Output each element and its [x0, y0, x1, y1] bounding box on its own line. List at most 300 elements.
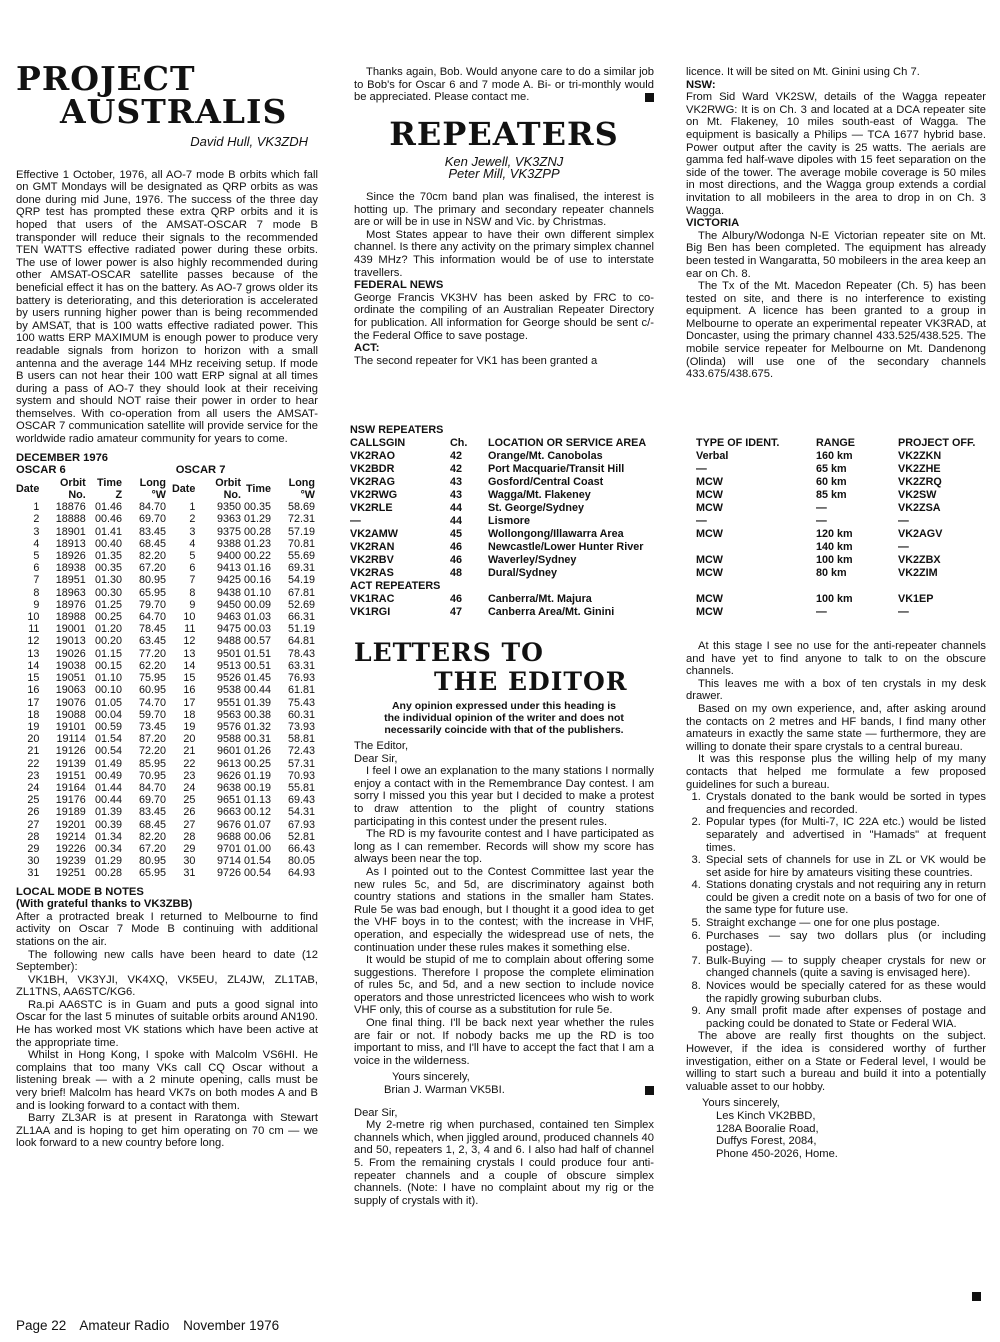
orbit-cell: 54.19	[287, 574, 315, 587]
orbit-cell: 23	[27, 769, 40, 782]
orbit-cell: 01.45	[244, 672, 272, 685]
orbit-cell: 65.95	[138, 867, 166, 880]
orbit-cell: 00.28	[95, 867, 123, 880]
letter1-signature-text: Brian J. Warman VK5BI.	[384, 1084, 505, 1097]
orbit-cell: 19026	[55, 647, 86, 660]
orbit-col-header: Date	[171, 482, 196, 495]
orbit-cell: 01.00	[244, 842, 272, 855]
repeater-cell: VK2ZKN	[898, 450, 942, 462]
repeater-cell: VK1EP	[898, 593, 934, 605]
repeater-row	[350, 541, 990, 554]
orbit-cell: 00.59	[95, 720, 123, 733]
repeater-cell	[696, 541, 816, 554]
repeater-cell: VK2ZSA	[898, 502, 941, 514]
orbit-col-header: Date	[16, 482, 40, 495]
repeater-cell: —	[350, 515, 361, 527]
nsw-heading: NSW:	[686, 78, 716, 91]
orbit-cell: 20	[183, 733, 196, 746]
salutation-dear-2: Dear Sir,	[354, 1106, 398, 1119]
orbit-row	[16, 635, 318, 647]
letter1-p2: The RD is my favourite contest and I have participated as long as I can remember. Records will show my score has always been near the top.	[354, 828, 654, 866]
repeater-cell: 46	[450, 554, 463, 566]
orbit-cell: 00.28	[244, 525, 272, 538]
repeaters-p6: The Albury/Wodonga N-E Victorian repeater site on Mt. Big Ben has been completed. The equipment has already been tested in Wangaratta, 50 mobileers in the area keep an ear on Ch. 8.	[686, 229, 986, 280]
orbit-row	[16, 819, 318, 831]
act-repeaters-heading: ACT REPEATERS	[350, 580, 441, 592]
orbit-cell: 66.31	[287, 611, 315, 624]
orbit-cell: 9688	[216, 830, 241, 843]
orbit-cell: 28	[27, 830, 40, 843]
orbit-cell: 75.43	[287, 696, 315, 709]
orbit-row	[16, 501, 318, 513]
repeater-row	[350, 502, 990, 515]
project-australis-column	[16, 59, 318, 1150]
orbit-cell: 3	[33, 525, 40, 538]
orbit-cell: 9726	[216, 867, 241, 880]
oscar7-label: OSCAR 7	[175, 464, 226, 477]
orbit-cell: 73.93	[287, 720, 315, 733]
repeater-cell: —	[696, 515, 707, 527]
orbit-cell: 01.13	[244, 794, 272, 807]
orbit-cell: 9613	[216, 757, 241, 770]
orbit-heading: DECEMBER 1976	[16, 451, 109, 464]
repeaters-p7: The Tx of the Mt. Macedon Repeater (Ch. 5) has been tested on site, and there is no interference to existing equipment. A licence has been granted to a group in Melbourne to operate an experimental repeater VK3RAD, at Doncaster, using the primary channel 433.525/438.525. The mobile service repeater for Melbourne on Mt. Dandenong (Olinda) will use one of the secondary channels 433.675/438.675.	[686, 280, 986, 381]
repeaters-byline-1: Ken Jewell, VK3ZNJ	[444, 153, 564, 169]
repeater-cell: VK2BDR	[350, 463, 395, 475]
repeater-cell: VK2RLE	[350, 502, 393, 514]
page-footer	[16, 1318, 289, 1333]
orbit-cell: 27	[183, 818, 196, 831]
orbit-cell: 60.31	[287, 708, 315, 721]
orbit-cell: 67.81	[287, 586, 315, 599]
orbit-cell: 52.81	[287, 830, 315, 843]
repeaters-c3a: licence. It will be sited on Mt. Ginini using Ch 7.	[686, 66, 920, 78]
orbit-cell: 24	[27, 781, 40, 794]
orbit-col-header: Orbit No.	[59, 476, 86, 502]
orbit-cell: 18901	[55, 525, 86, 538]
orbit-cell: 9651	[216, 794, 241, 807]
repeater-cell: —	[816, 606, 827, 618]
repeater-cell: VK2ZBX	[898, 554, 941, 566]
orbit-cell: 01.32	[244, 720, 272, 733]
orbit-row	[16, 721, 318, 733]
orbit-cell: 19226	[55, 842, 86, 855]
repeater-cell: 48	[450, 567, 463, 579]
orbit-cell: 69.70	[138, 794, 166, 807]
repeater-cell: Waverley/Sydney	[488, 554, 577, 566]
repeater-cell: VK1RAC	[350, 593, 395, 605]
orbit-cell: 19	[27, 720, 40, 733]
orbit-cell: 2	[33, 513, 40, 526]
repeater-cell: 44	[450, 502, 463, 514]
repeater-cell: VK2RWG	[350, 489, 398, 501]
repeater-cell: 80 km	[816, 567, 847, 579]
repeater-cell: Canberra Area/Mt. Ginini	[488, 606, 615, 618]
repeater-cell: —	[898, 606, 909, 618]
orbit-cell: 83.45	[138, 806, 166, 819]
letter1-p4: It would be stupid of me to complain about offering some suggestions. Therefore I propose the complete elimination of rules 5c, and 5d, and a new section to include novice operators and those unrestricted licencees who wish to work VHF only, this of course as a substitution for rule 5e.	[354, 954, 654, 1017]
orbit-row	[16, 574, 318, 586]
orbit-cell: 31	[183, 867, 196, 880]
repeater-cell: MCW	[696, 567, 723, 579]
orbit-row	[16, 758, 318, 770]
orbit-cell: 67.20	[138, 842, 166, 855]
guideline-item: 1. Crystals donated to the bank would be sorted in types and frequencies and recorded.	[704, 791, 986, 816]
orbit-row	[16, 806, 318, 818]
repeater-cell: 43	[450, 476, 463, 488]
orbit-cell: 01.23	[244, 537, 272, 550]
orbit-cell: 01.39	[244, 696, 272, 709]
guideline-item: 6. Purchases — say two dollars plus (or including postage).	[704, 930, 986, 955]
orbit-cell: 00.12	[244, 806, 272, 819]
victoria-heading: VICTORIA	[686, 217, 740, 230]
orbit-cell: 8	[33, 586, 40, 599]
repeater-table	[350, 424, 990, 619]
orbit-cell: 00.25	[95, 611, 123, 624]
orbit-cell: 7	[33, 574, 40, 587]
repeaters-column	[354, 66, 654, 367]
letter2-p1: My 2-metre rig when purchased, contained ten Simplex channels which, when jiggled around, produced channels 40 and 50, repeaters 1, 2, 3, 4 and 6. I also had half of channel 5. From the remaining crystals I could produce four anti-repeater channels and a couple of obscure simplex channels. (Note: I have no complaint about my rig or the supply of crystals with it).	[354, 1119, 654, 1207]
orbit-row	[16, 623, 318, 635]
orbit-cell: 2	[189, 513, 196, 526]
signature-line: Yours sincerely,	[702, 1097, 780, 1110]
orbit-cell: 85.95	[138, 757, 166, 770]
orbit-row	[16, 599, 318, 611]
repeater-cell: 85 km	[816, 489, 847, 501]
repeater-cell: MCW	[696, 502, 723, 514]
orbit-cell: 01.25	[95, 598, 123, 611]
orbit-cell: 01.46	[95, 501, 123, 514]
orbit-cell: 18938	[55, 562, 86, 575]
orbit-cell: 64.93	[287, 867, 315, 880]
orbit-cell: 00.46	[95, 513, 123, 526]
orbit-cell: 18951	[55, 574, 86, 587]
repeater-cell: 46	[450, 593, 463, 605]
orbit-cell: 18976	[55, 598, 86, 611]
repeater-cell: 47	[450, 606, 463, 618]
repeater-cell: —	[816, 502, 827, 514]
editor-note: Any opinion expressed under this heading is the individual opinion of the writer and does not necessarily coincide with that of the publishers.	[384, 700, 624, 736]
orbit-cell: 29	[27, 842, 40, 855]
repeater-cell: VK2SW	[898, 489, 937, 501]
orbit-cell: 20	[27, 733, 40, 746]
orbit-cell: 84.70	[138, 781, 166, 794]
orbit-cell: 01.26	[244, 745, 272, 758]
repeaters-column-continued	[686, 66, 986, 381]
orbit-row	[16, 782, 318, 794]
orbit-row	[16, 867, 318, 879]
orbit-cell: 00.51	[244, 659, 272, 672]
orbit-cell: 01.39	[95, 806, 123, 819]
end-mark-icon	[645, 1086, 654, 1095]
orbit-cell: 01.19	[244, 769, 272, 782]
orbit-cell: 19013	[55, 635, 86, 648]
repeater-cell: 140 km	[816, 541, 853, 553]
repeater-cell: —	[696, 463, 707, 475]
orbit-cell: 9563	[216, 708, 241, 721]
orbit-cell: 6	[189, 562, 196, 575]
orbit-cell: 9438	[216, 586, 241, 599]
orbit-cell: 19251	[55, 867, 86, 880]
repeater-cell: Port Macquarie/Transit Hill	[488, 463, 625, 475]
orbit-cell: 00.39	[95, 818, 123, 831]
orbit-cell: 64.70	[138, 611, 166, 624]
orbit-cell: 19	[183, 720, 196, 733]
repeater-cell: MCW	[696, 528, 723, 540]
orbit-cell: 01.41	[95, 525, 123, 538]
mode-b-subheading: (With grateful thanks to VK3ZBB)	[16, 898, 193, 911]
orbit-cell: 27	[27, 818, 40, 831]
orbit-cell: 84.70	[138, 501, 166, 514]
orbit-cell: 82.20	[138, 830, 166, 843]
orbit-cell: 9538	[216, 684, 241, 697]
repeater-row	[350, 593, 990, 606]
repeaters-p4: The second repeater for VK1 has been granted a	[354, 354, 598, 367]
orbit-cell: 9425	[216, 574, 241, 587]
orbit-row	[16, 513, 318, 525]
orbit-cell: 9350	[216, 501, 241, 514]
salutation-dear: Dear Sir,	[354, 752, 398, 765]
orbit-cell: 12	[27, 635, 40, 648]
orbit-cell: 00.25	[244, 757, 272, 770]
mode-b-p6: Barry ZL3AR is at present in Raratonga with Stewart ZL1AA and is hoping to get him operating on 70 cm — we look forward to a new country before long.	[16, 1112, 318, 1150]
orbit-cell: 30	[183, 855, 196, 868]
repeater-cell: 44	[450, 515, 463, 527]
orbit-cell: 55.69	[287, 550, 315, 563]
repeater-cell: St. George/Sydney	[488, 502, 585, 514]
orbit-cell: 69.70	[138, 513, 166, 526]
repeater-row	[350, 515, 990, 528]
repeater-col-header: LOCATION OR SERVICE AREA	[488, 437, 647, 449]
mode-b-p4: Ra.pi AA6STC is in Guam and puts a good signal into Oscar for the last 5 minutes of suitable orbits around AN190. He has worked most VK stations which have been active at the appropriate time.	[16, 998, 318, 1049]
repeater-row	[350, 528, 990, 541]
orbit-cell: 69.31	[287, 562, 315, 575]
repeater-cell: Canberra/Mt. Majura	[488, 593, 592, 605]
orbit-cell: 19063	[55, 684, 86, 697]
letter2-p6: The above are really first thoughts on the subject. However, if the idea is considered worthy of further investigation, either on a State or Federal level, I would be willing to start such a bureau and build it into a potentially valuable asset to our hobby.	[686, 1030, 986, 1093]
orbit-cell: 29	[183, 842, 196, 855]
orbit-cell: 00.35	[244, 501, 272, 514]
letter2-signature	[686, 1097, 986, 1160]
letters-title-1: LETTERS TO	[354, 638, 544, 667]
orbit-cell: 18876	[55, 501, 86, 514]
repeater-cell: VK2AGV	[898, 528, 943, 540]
orbit-cell: 78.45	[138, 623, 166, 636]
repeater-row	[350, 463, 990, 476]
orbit-cell: 21	[183, 745, 196, 758]
repeater-row	[350, 567, 990, 580]
orbit-cell: 10	[27, 611, 40, 624]
orbit-cell: 19101	[55, 720, 86, 733]
issue-date: November 1976	[183, 1318, 280, 1333]
orbit-cell: 19176	[55, 794, 86, 807]
magazine-name: Amateur Radio	[79, 1318, 170, 1333]
orbit-row	[16, 648, 318, 660]
orbit-cell: 9638	[216, 781, 241, 794]
orbit-cell: 59.70	[138, 708, 166, 721]
orbit-cell: 01.51	[244, 647, 272, 660]
guideline-item: 5. Straight exchange — one for one plus postage.	[704, 917, 986, 930]
orbit-row	[16, 855, 318, 867]
orbit-row	[16, 709, 318, 721]
orbit-cell: 9463	[216, 611, 241, 624]
orbit-cell: 18913	[55, 537, 86, 550]
orbit-cell: 77.20	[138, 647, 166, 660]
orbit-cell: 01.16	[244, 562, 272, 575]
orbit-cell: 25	[27, 794, 40, 807]
orbit-cell: 24	[183, 781, 196, 794]
orbit-cell: 72.43	[287, 745, 315, 758]
orbit-cell: 19114	[56, 733, 86, 746]
orbit-cell: 22	[27, 757, 40, 770]
orbit-cell: 70.93	[287, 769, 315, 782]
orbit-cell: 19139	[55, 757, 86, 770]
orbit-row	[16, 660, 318, 672]
orbit-cell: 70.95	[138, 769, 166, 782]
repeater-cell: Wagga/Mt. Flakeney	[488, 489, 591, 501]
repeater-cell: 60 km	[816, 476, 847, 488]
repeater-cell: Dural/Sydney	[488, 567, 558, 579]
col2-intro-text: Thanks again, Bob. Would anyone care to do a similar job to Bob's for Oscar 6 and 7 mode A. Bi- or tri-monthly would be appreciated. Please contact me.	[354, 66, 654, 104]
repeater-cell: VK2AMW	[350, 528, 398, 540]
orbit-cell: 68.45	[138, 818, 166, 831]
orbit-cell: 9663	[216, 806, 241, 819]
orbit-cell: 15	[183, 672, 196, 685]
orbit-cell: 19201	[55, 818, 86, 831]
orbit-row	[16, 538, 318, 550]
orbit-cell: 63.45	[138, 635, 166, 648]
repeater-grid	[350, 437, 990, 619]
orbit-cell: 13	[27, 647, 40, 660]
orbit-cell: 76.93	[287, 672, 315, 685]
orbit-cell: 72.31	[287, 513, 315, 526]
letter1-p5: One final thing. I'll be back next year whether the rules are fair or not. If nobody backs me up the RD is too important to miss, and I'll have to accept the fact that I am a voice in the wilderness.	[354, 1017, 654, 1067]
orbit-cell: 00.31	[244, 733, 272, 746]
orbit-cell: 78.43	[287, 647, 315, 660]
repeater-cell: VK2RAN	[350, 541, 395, 553]
orbit-cell: 00.15	[95, 659, 123, 672]
letter2-p2: At this stage I see no use for the anti-repeater channels and have yet to find anyone to talk to on the obscure channels.	[686, 640, 986, 678]
orbit-cell: 80.95	[138, 574, 166, 587]
orbit-cell: 9714	[216, 855, 241, 868]
repeater-col-header: PROJECT OFF.	[898, 437, 976, 449]
repeater-cell: MCW	[696, 606, 723, 618]
orbit-cell: 19088	[55, 708, 86, 721]
orbit-cell: 74.70	[138, 696, 166, 709]
orbit-cell: 1	[33, 501, 40, 514]
mode-b-p5: Whilst in Hong Kong, I spoke with Malcolm VS6HI. He complains that too many VKs call CQ Oscar without a listening break — with a 2 minute opening, calls must be very brief! Malcolm has heard VK7s on both modes A and B and is looking forward to a contact with them.	[16, 1049, 318, 1112]
orbit-cell: 21	[27, 745, 40, 758]
repeater-cell: 160 km	[816, 450, 853, 462]
letter1-p1: I feel I owe an explanation to the many stations I normally enjoy a contact with in the Remembrance Day contest. I am sorry I missed you this year but I decided to make a protest to draw attention to the plight of country stations participating in this contest under the present rules.	[354, 765, 654, 828]
orbit-cell: 01.49	[95, 757, 123, 770]
orbit-cell: 00.03	[244, 623, 272, 636]
orbit-row	[16, 562, 318, 574]
letter2-p5: It was this response plus the willing help of my many contacts that helped me formulate a few proposed guidelines for such a bureau.	[686, 753, 986, 791]
repeater-col-header: TYPE OF IDENT.	[696, 437, 780, 449]
orbit-row	[16, 672, 318, 684]
orbit-cell: 9526	[216, 672, 241, 685]
orbit-cell: 19239	[55, 855, 86, 868]
orbit-cell: 9375	[216, 525, 241, 538]
orbit-cell: 57.19	[287, 525, 315, 538]
orbit-cell: 01.34	[95, 830, 123, 843]
end-mark-icon	[972, 1292, 981, 1301]
orbit-cell: 00.40	[95, 537, 123, 550]
orbit-cell: 19164	[55, 781, 86, 794]
orbit-row	[16, 550, 318, 562]
orbit-cell: 67.20	[138, 562, 166, 575]
repeater-cell: Lismore	[488, 515, 531, 527]
federal-news-heading: FEDERAL NEWS	[354, 279, 444, 292]
orbit-cell: 00.06	[244, 830, 272, 843]
orbit-cell: 73.45	[138, 720, 166, 733]
repeater-cell: Wollongong/Illawarra Area	[488, 528, 624, 540]
repeater-cell: VK2ZIM	[898, 567, 938, 579]
orbit-cell: 00.35	[95, 562, 123, 575]
orbit-col-header: Long °W	[288, 476, 315, 502]
orbit-cell: 8	[189, 586, 196, 599]
repeater-cell: 43	[450, 489, 463, 501]
orbit-cell: 01.10	[95, 672, 123, 685]
repeater-cell: VK2RAG	[350, 476, 395, 488]
orbit-cell: 01.30	[95, 574, 123, 587]
orbit-cell: 63.31	[287, 659, 315, 672]
repeater-cell: 120 km	[816, 528, 853, 540]
orbit-cell: 70.81	[287, 537, 315, 550]
repeater-row	[350, 554, 990, 567]
orbit-cell: 10	[183, 611, 196, 624]
orbit-row	[16, 794, 318, 806]
oscar-headings	[16, 464, 318, 477]
salutation-editor: The Editor,	[354, 740, 409, 752]
orbit-cell: 15	[27, 672, 40, 685]
repeater-row	[350, 606, 990, 619]
orbit-cell: 16	[27, 684, 40, 697]
orbit-cell: 25	[183, 794, 196, 807]
guideline-item: 2. Popular types (for Multi-7, IC 22A etc.) would be listed separately and advertised in "Hamads" at frequent times.	[704, 816, 986, 854]
repeater-col-header: CALLSGIN	[350, 437, 406, 449]
orbit-col-header: Long °W	[139, 476, 166, 502]
orbit-cell: 00.44	[95, 794, 123, 807]
article-body: Effective 1 October, 1976, all AO-7 mode B orbits which fall on GMT Mondays will be designated as QRP orbits as was done during mid June, 1976. The success of the three day QRP test has prompted these extra QRP orbits and it is hoped that users of the AMSAT-OSCAR 7 mode B transponder will reduce their signals to the recommended TEN WATTS effective radiated power during these orbits. The use of lower power is also highly recommended during other AMSAT-OSCAR satellite passes because of the beneficial effect it has on the battery. As AO-7 grows older its battery is deteriorating, and this deterioration is accelerated by users running higher power than is being recommended by AMSAT, that is 100 watts effective radiated power. This 100 watts ERP MAXIMUM is enough power to produce very readable signals from horizon to horizon with a small antenna and the average 144 MHz receiving setup. If mode B users can not hear their 100 watt ERP signal at all times during a pass of AO-7 they should look at their receiving system and should NOT raise their power in order to hear themselves. With co-operation from all users the AMSAT-OSCAR 7 communication satellite will provide service for the worldwide radio amateur community for years to come.	[16, 168, 318, 446]
article-title	[16, 59, 318, 131]
orbit-cell: 9	[33, 598, 40, 611]
orbit-cell: 00.49	[95, 769, 123, 782]
orbit-cell: 7	[189, 574, 196, 587]
orbit-cell: 17	[183, 696, 196, 709]
orbit-cell: 19051	[55, 672, 86, 685]
orbit-cell: 58.81	[287, 733, 315, 746]
orbit-cell: 23	[183, 769, 196, 782]
orbit-cell: 30	[27, 855, 40, 868]
orbit-table	[16, 477, 318, 880]
byline: David Hull, VK3ZDH	[190, 134, 308, 149]
orbit-cell: 19076	[55, 696, 86, 709]
orbit-cell: 19189	[55, 806, 86, 819]
orbit-cell: 58.69	[287, 501, 315, 514]
orbit-cell: 61.81	[287, 684, 315, 697]
orbit-cell: 9551	[216, 696, 241, 709]
orbit-cell: 01.03	[244, 611, 272, 624]
repeater-cell: VK1RGI	[350, 606, 391, 618]
repeaters-p3: George Francis VK3HV has been asked by FRC to co-ordinate the compiling of an Australian Repeater Directory for publication. All information for George should be sent c/- the Federal Office to save postage.	[354, 291, 654, 342]
orbit-cell: 13	[183, 647, 196, 660]
orbit-cell: 83.45	[138, 525, 166, 538]
orbit-cell: 9513	[216, 659, 241, 672]
nsw-repeaters-heading: NSW REPEATERS	[350, 424, 444, 436]
repeater-cell: MCW	[696, 489, 723, 501]
